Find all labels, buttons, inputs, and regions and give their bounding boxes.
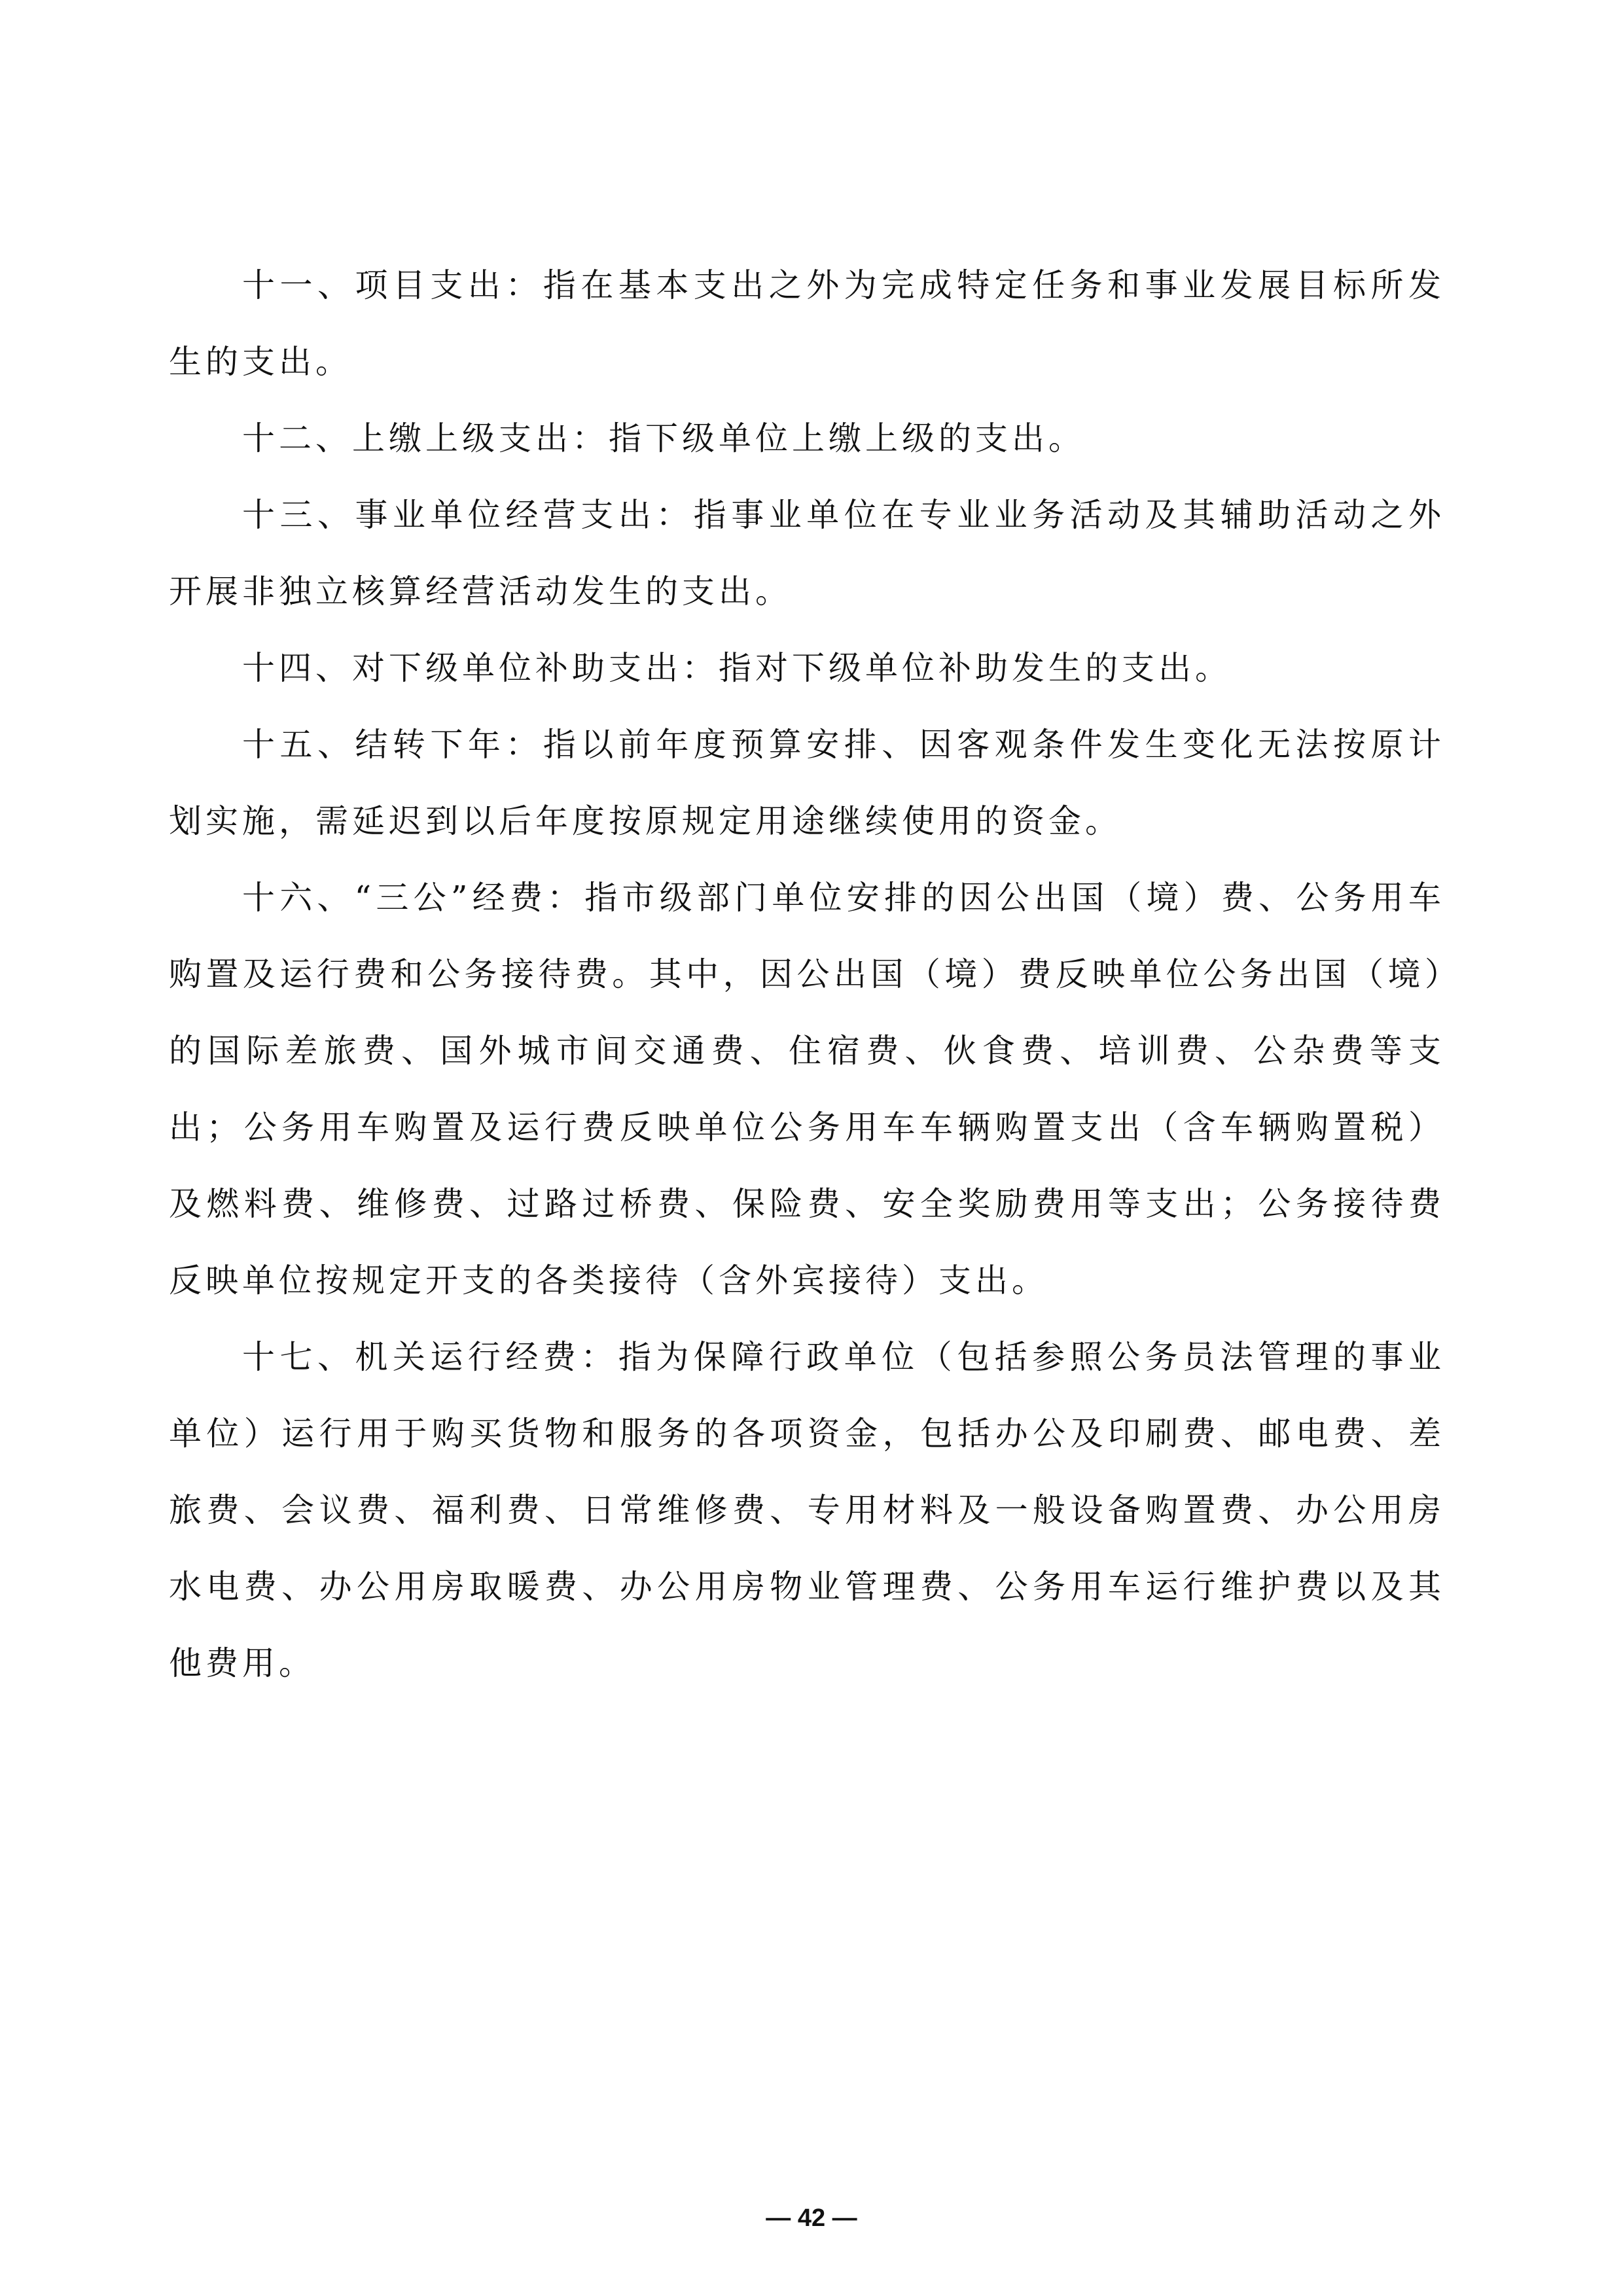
paragraph-item-16: 十六、“三公”经费：指市级部门单位安排的因公出国（境）费、公务用车购置及运行费和公务接待费。其中，因公出国（境）费反映单位公务出国（境）的国际差旅费、国外城市间交通费、住宿费、伙食费、培训费、公杂费等支出；公务用车购置及运行费反映单位公务用车车辆购置支出（含车辆购置税）及燃料费、维修费、过路过桥费、保险费、安全奖励费用等支出；公务接待费反映单位按规定开支的各类接待（含外宾接待）支出。 [169,879,1445,1299]
paragraph-item-11: 十一、项目支出：指在基本支出之外为完成特定任务和事业发展目标所发生的支出。 [169,266,1445,381]
paragraph-item-17: 十七、机关运行经费：指为保障行政单位（包括参照公务员法管理的事业单位）运行用于购买货物和服务的各项资金，包括办公及印刷费、邮电费、差旅费、会议费、福利费、日常维修费、专用材料及一般设备购置费、办公用房水电费、办公用房取暖费、办公用房物业管理费、公务用车运行维护费以及其他费用。 [169,1338,1445,1682]
paragraph-item-14: 十四、对下级单位补助支出：指对下级单位补助发生的支出。 [242,649,1232,687]
document-body [169,247,1445,1702]
page-number: — 42 — [766,2204,857,2232]
paragraph-item-13: 十三、事业单位经营支出：指事业单位在专业业务活动及其辅助活动之外开展非独立核算经营活动发生的支出。 [169,496,1445,610]
paragraph-item-12: 十二、上缴上级支出：指下级单位上缴上级的支出。 [242,419,1085,457]
paragraph-item-15: 十五、结转下年：指以前年度预算安排、因客观条件发生变化无法按原计划实施，需延迟到以后年度按原规定用途继续使用的资金。 [169,726,1445,840]
